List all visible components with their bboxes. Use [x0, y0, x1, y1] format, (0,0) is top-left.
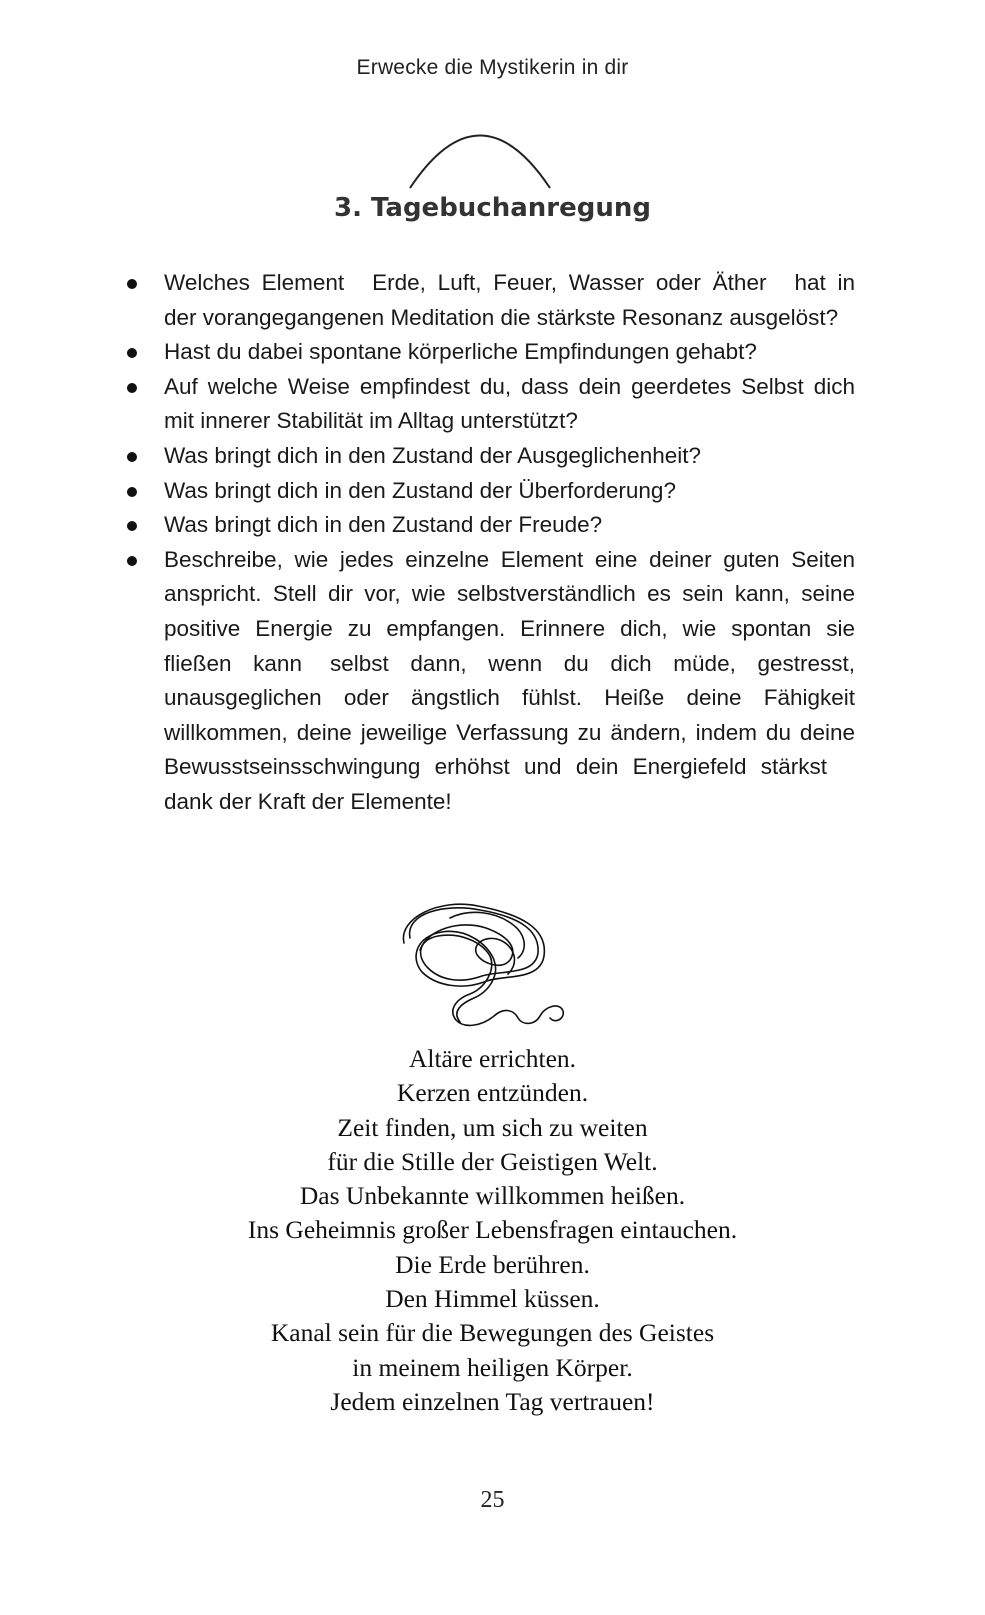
bullet-icon: [127, 383, 137, 393]
bullet-icon: [127, 556, 137, 566]
prompt-text: Auf welche Weise empfindest du, dass dein geerdetes Selbst dich mit innerer Stabilität im Alltag unterstützt?: [164, 373, 855, 434]
list-item: [164, 266, 855, 335]
poem-line: Die Erde berühren.: [395, 1249, 590, 1279]
poem-line: für die Stille der Geistigen Welt.: [327, 1146, 658, 1176]
arc-ornament-icon: [0, 128, 985, 198]
bullet-icon: [127, 487, 137, 497]
poem-line: Jedem einzelnen Tag vertrauen!: [330, 1386, 655, 1416]
knot-doodle-icon: [390, 898, 580, 1038]
poem-line: Zeit finden, um sich zu weiten: [337, 1112, 648, 1142]
poem-line: Das Unbekannte willkommen heißen.: [299, 1181, 686, 1211]
list-item: [164, 474, 855, 509]
page-number: 25: [480, 1487, 505, 1513]
poem-line: Kerzen entzünden.: [396, 1078, 589, 1108]
poem-line: Ins Geheimnis großer Lebensfragen eintauchen.: [247, 1215, 738, 1245]
prompt-text: selbst dann, wenn du dich müde, gestresst, unausgeglichen oder ängstlich fühlst. Heiße deine Fähigkeit willkommen, deine jeweilige Verfassung zu ändern, indem du deine Bewusstseinsschwingung erhöhst und dein Energiefeld stärkst: [164, 650, 855, 780]
prompt-text: Welches Element: [164, 270, 345, 295]
list-item: [164, 439, 855, 474]
prompt-text: Was bringt dich in den Zustand der Ausgeglichenheit?: [164, 442, 702, 468]
prompt-text: Erde, Luft, Feuer, Wasser oder Äther: [372, 270, 767, 295]
prompt-text: Beschreibe, wie jedes einzelne Element eine deiner guten Seiten anspricht. Stell dir vor, wie selbstverständlich es sein kann, seine positive Energie zu empfangen. Erinnere dich, wie spontan sie fließen kann: [164, 546, 855, 676]
prompt-text: Was bringt dich in den Zustand der Überforderung?: [164, 477, 676, 503]
poem-line: Altäre errichten.: [408, 1044, 577, 1073]
bullet-icon: [127, 521, 137, 531]
bullet-icon: [127, 452, 137, 462]
running-head: Erwecke die Mystikerin in dir: [356, 56, 629, 79]
poem: [0, 1042, 985, 1419]
list-item: [164, 335, 855, 370]
prompt-text: hat in der vorangegangenen Meditation die stärkste Resonanz ausgelöst?: [164, 270, 855, 330]
poem-line: Kanal sein für die Bewegungen des Geistes: [270, 1318, 715, 1348]
prompt-text: Hast du dabei spontane körperliche Empfindungen gehabt?: [164, 339, 757, 365]
journal-prompt-list: [164, 266, 855, 820]
list-item: [164, 508, 855, 543]
prompt-text: Was bringt dich in den Zustand der Freude?: [164, 512, 603, 538]
poem-line: in meinem heiligen Körper.: [352, 1352, 633, 1382]
list-item: [164, 543, 855, 820]
prompt-text: dank der Kraft der Elemente!: [164, 788, 452, 814]
list-item: [164, 370, 855, 439]
poem-line: Den Himmel küssen.: [385, 1284, 600, 1314]
section-title: 3. Tagebuchanregung: [334, 193, 651, 223]
bullet-icon: [127, 279, 137, 289]
bullet-icon: [127, 348, 137, 358]
